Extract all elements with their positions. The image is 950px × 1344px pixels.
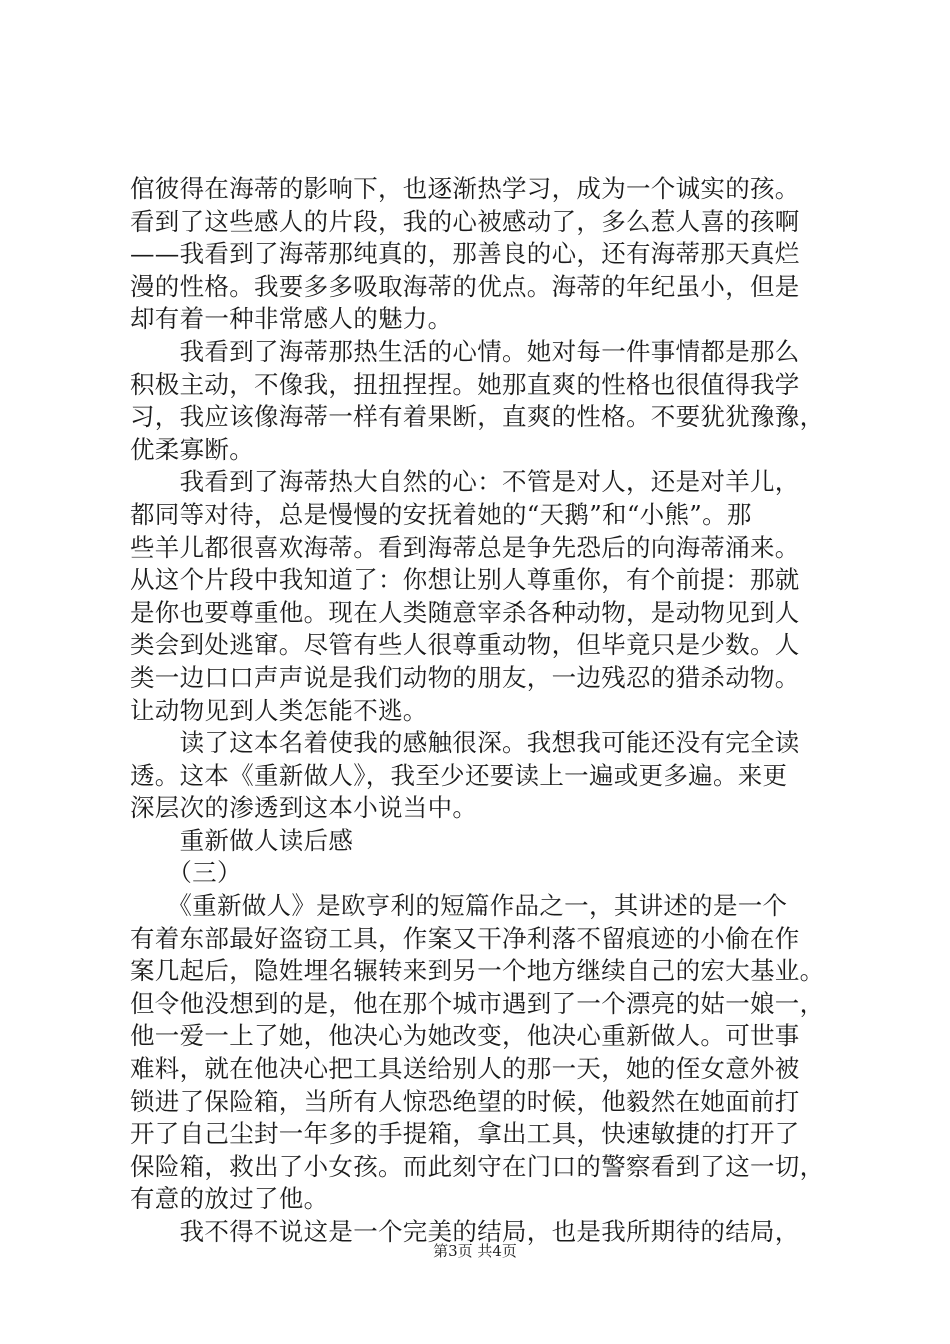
text-line: 深层次的渗透到这本小说当中。 (130, 793, 478, 823)
text-line: 我看到了海蒂那热生活的心情。她对每一件事情都是那么 (130, 336, 800, 366)
text-line: 有意的放过了他。 (130, 1184, 329, 1214)
text-line: 优柔寡断。 (130, 434, 254, 464)
text-line: 从这个片段中我知道了：你想让别人尊重你，有个前提：那就 (130, 565, 800, 595)
page-footer: 第3页 共4页 (433, 1242, 517, 1260)
text-line: 但令他没想到的是，他在那个城市遇到了一个漂亮的姑一娘一， (130, 988, 825, 1018)
text-line: 锁进了保险箱，当所有人惊恐绝望的时候，他毅然在她面前打 (130, 1086, 800, 1116)
text-line: 让动物见到人类怎能不逃。 (130, 695, 428, 725)
text-line: 积极主动，不像我，扭扭捏捏。她那直爽的性格也很值得我学 (130, 369, 800, 399)
text-line: 看到了这些感人的片段，我的心被感动了，多么惹人喜的孩啊 (130, 206, 800, 236)
text-line: 开了自己尘封一年多的手提箱，拿出工具，快速敏捷的打开了 (130, 1119, 800, 1149)
text-line: （三） (130, 858, 242, 888)
text-line: 都同等对待，总是慢慢的安抚着她的“天鹅”和“小熊”。那 (130, 499, 752, 529)
text-line: 保险箱，救出了小女孩。而此刻守在门口的警察看到了这一切， (130, 1151, 825, 1181)
text-line: 我看到了海蒂热大自然的心：不管是对人，还是对羊儿， (130, 467, 800, 497)
text-line: 类会到处逃窜。尽管有些人很尊重动物，但毕竟只是少数。人 (130, 630, 800, 660)
document-body (130, 173, 830, 1249)
text-line: 《重新做人》是欧亨利的短篇作品之一，其讲述的是一个 (130, 891, 788, 921)
text-line: 他一爱一上了她，他决心为她改变，他决心重新做人。可世事 (130, 1021, 800, 1051)
text-line: 难料，就在他决心把工具送给别人的那一天，她的侄女意外被 (130, 1054, 800, 1084)
text-line: 透。这本《重新做人》，我至少还要读上一遍或更多遍。来更 (130, 760, 788, 790)
text-line: 类一边口口声声说是我们动物的朋友，一边残忍的猎杀动物。 (130, 662, 800, 692)
text-line: 倌彼得在海蒂的影响下，也逐渐热学习，成为一个诚实的孩。 (130, 174, 800, 203)
text-line: 习，我应该像海蒂一样有着果断，直爽的性格。不要犹犹豫豫， (130, 402, 825, 432)
text-line: 是你也要尊重他。现在人类随意宰杀各种动物，是动物见到人 (130, 597, 800, 627)
text-line: ——我看到了海蒂那纯真的，那善良的心，还有海蒂那天真烂 (130, 239, 800, 269)
text-line: 些羊儿都很喜欢海蒂。看到海蒂总是争先恐后的向海蒂涌来。 (130, 532, 800, 562)
text-line: 却有着一种非常感人的魅力。 (130, 304, 453, 334)
text-line: 读了这本名着使我的感触很深。我想我可能还没有完全读 (130, 728, 800, 758)
text-line: 案几起后，隐姓埋名辗转来到另一个地方继续自己的宏大基业。 (130, 956, 825, 986)
text-line: 重新做人读后感 (130, 825, 354, 855)
text-line: 我不得不说这是一个完美的结局，也是我所期待的结局， (130, 1217, 800, 1246)
text-line: 有着东部最好盗窃工具，作案又干净利落不留痕迹的小偷在作 (130, 923, 800, 953)
text-line: 漫的性格。我要多多吸取海蒂的优点。海蒂的年纪虽小，但是 (130, 271, 800, 301)
